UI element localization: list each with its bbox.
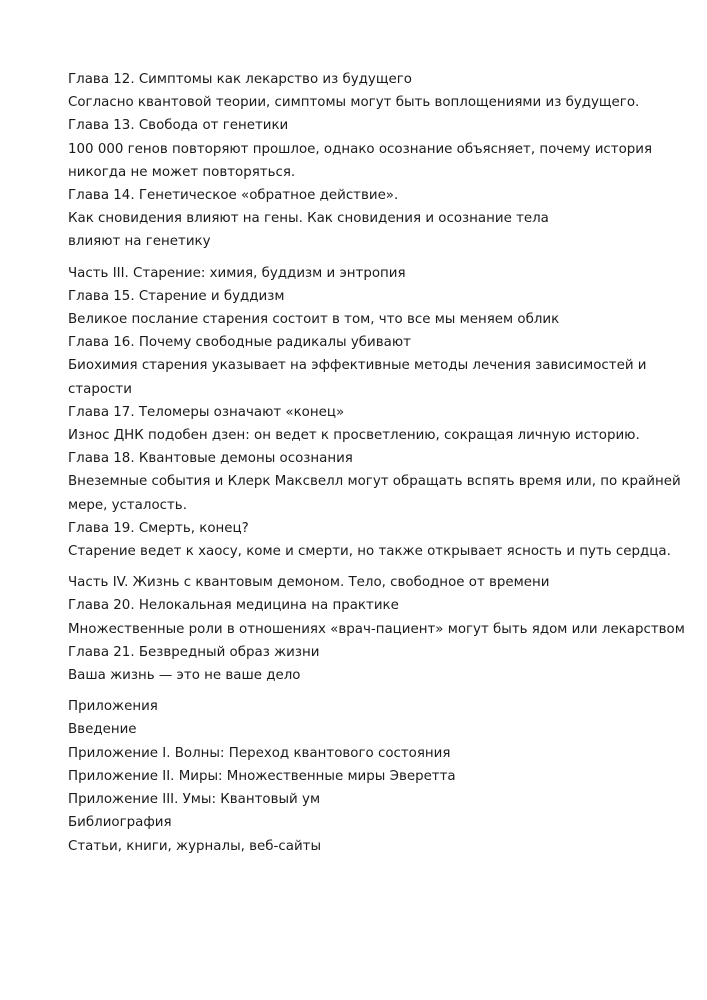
chapter-description: Старение ведет к хаосу, коме и смерти, но также открывает ясность и путь сердца. bbox=[68, 544, 671, 560]
chapter-description: 100 000 генов повторяют прошлое, однако осознание объясняет, почему история bbox=[68, 141, 653, 157]
chapter-description: Множественные роли в отношениях «врач-пациент» могут быть ядом или лекарством bbox=[68, 621, 685, 637]
chapter-description: Согласно квантовой теории, симптомы могут быть воплощениями из будущего. bbox=[68, 95, 640, 111]
chapter-description: Ваша жизнь — это не ваше дело bbox=[68, 668, 301, 684]
table-of-contents bbox=[68, 68, 685, 858]
chapter-description: старости bbox=[68, 381, 132, 397]
appendix-item: Приложение I. Волны: Переход квантового состояния bbox=[68, 745, 451, 761]
chapter-description: Износ ДНК подобен дзен: он ведет к просветлению, сокращая личную историю. bbox=[68, 428, 640, 444]
toc-section-appendices bbox=[68, 695, 668, 857]
chapter-description: влияют на генетику bbox=[68, 234, 211, 250]
appendix-item: Приложение II. Миры: Множественные миры Эверетта bbox=[68, 768, 456, 784]
chapter-title: Глава 20. Нелокальная медицина на практике bbox=[68, 598, 399, 614]
chapter-title: Глава 19. Смерть, конец? bbox=[68, 520, 249, 536]
chapter-description: мере, усталость. bbox=[68, 497, 187, 513]
chapter-description: никогда не может повторяться. bbox=[68, 164, 296, 180]
section-gap bbox=[68, 563, 668, 571]
chapter-title: Глава 21. Безвредный образ жизни bbox=[68, 644, 320, 660]
part-title: Часть III. Старение: химия, буддизм и энтропия bbox=[68, 265, 406, 281]
chapter-title: Глава 17. Теломеры означают «конец» bbox=[68, 404, 345, 420]
appendix-item: Библиография bbox=[68, 815, 172, 831]
chapter-title: Глава 18. Квантовые демоны осознания bbox=[68, 451, 353, 467]
toc-section-part2 bbox=[68, 68, 668, 254]
toc-section-part4 bbox=[68, 571, 685, 687]
chapter-title: Глава 12. Симптомы как лекарство из будущего bbox=[68, 72, 412, 87]
chapter-title: Глава 16. Почему свободные радикалы убивают bbox=[68, 335, 411, 351]
part-title: Приложения bbox=[68, 699, 158, 715]
section-gap bbox=[68, 687, 668, 695]
appendix-item: Статьи, книги, журналы, веб-сайты bbox=[68, 838, 322, 854]
chapter-title: Глава 15. Старение и буддизм bbox=[68, 288, 285, 304]
section-gap bbox=[68, 254, 668, 262]
chapter-description: Биохимия старения указывает на эффективные методы лечения зависимостей и bbox=[68, 358, 647, 374]
chapter-title: Глава 14. Генетическое «обратное действие». bbox=[68, 188, 399, 204]
appendix-item: Введение bbox=[68, 722, 137, 738]
appendix-item: Приложение III. Умы: Квантовый ум bbox=[68, 792, 321, 808]
chapter-title: Глава 13. Свобода от генетики bbox=[68, 118, 289, 134]
part-title: Часть IV. Жизнь с квантовым демоном. Тело, свободное от времени bbox=[68, 575, 550, 591]
chapter-description: Внеземные события и Клерк Максвелл могут обращать вспять время или, по крайней bbox=[68, 474, 681, 490]
chapter-description: Великое послание старения состоит в том, что все мы меняем облик bbox=[68, 312, 560, 328]
chapter-description: Как сновидения влияют на гены. Как сновидения и осознание тела bbox=[68, 211, 549, 227]
toc-section-part3 bbox=[68, 262, 681, 564]
